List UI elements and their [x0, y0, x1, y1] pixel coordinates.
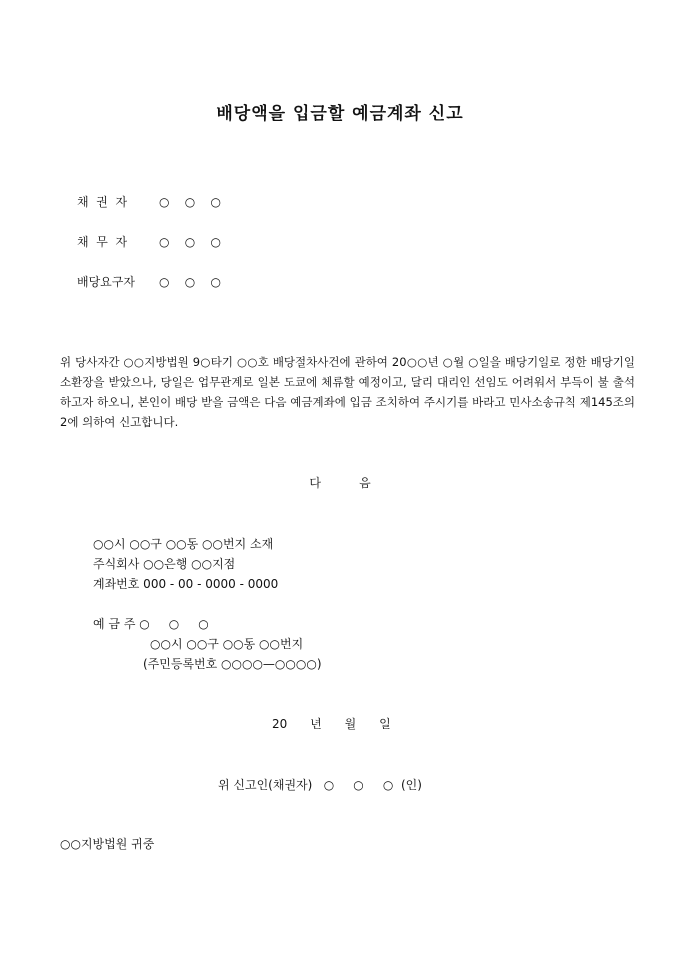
holder-resident-number: (주민등록번호 ○○○○—○○○○) — [143, 657, 322, 671]
signer-line: 위 신고인(채권자) ○ ○ ○ (인) — [218, 778, 422, 792]
debtor-name: ○ ○ ○ — [159, 235, 221, 249]
account-bank: 주식회사 ○○은행 ○○지점 — [93, 557, 236, 571]
creditor-label: 채 권 자 — [77, 195, 128, 209]
holder-address: ○○시 ○○구 ○○동 ○○번지 — [150, 637, 304, 651]
creditor-name: ○ ○ ○ — [159, 195, 221, 209]
holder-label: 예 금 주 ○ ○ ○ — [93, 617, 209, 631]
claimant-label: 배당요구자 — [77, 275, 135, 289]
date-line: 20 년 월 일 — [272, 717, 391, 731]
body-paragraph: 위 당사자간 ○○지방법원 9○타기 ○○호 배당절차사건에 관하여 20○○년 ○월 ○일을 배당기일로 정한 배당기일소환장을 받았으나, 당일은 업무관계로 일본 도쿄에 체류할 예정이고, 달리 대리인 선임도 어려워서 부득이 불 출석 하고자 하오니, 본인이 배당 받을 금액은 다음 예금계좌에 입금 조치하여 주시기를 바라고 민사소송규칙 제145조의 2에 의하여 신고합니다. — [60, 355, 635, 429]
court-addressee: ○○지방법원 귀중 — [60, 837, 155, 851]
claimant-name: ○ ○ ○ — [159, 275, 221, 289]
account-number: 계좌번호 000 - 00 - 0000 - 0000 — [93, 577, 279, 591]
next-heading: 다 음 — [309, 476, 371, 490]
debtor-label: 채 무 자 — [77, 235, 128, 249]
document-title: 배당액을 입금할 예금계좌 신고 — [216, 104, 464, 124]
account-address: ○○시 ○○구 ○○동 ○○번지 소재 — [93, 537, 274, 551]
